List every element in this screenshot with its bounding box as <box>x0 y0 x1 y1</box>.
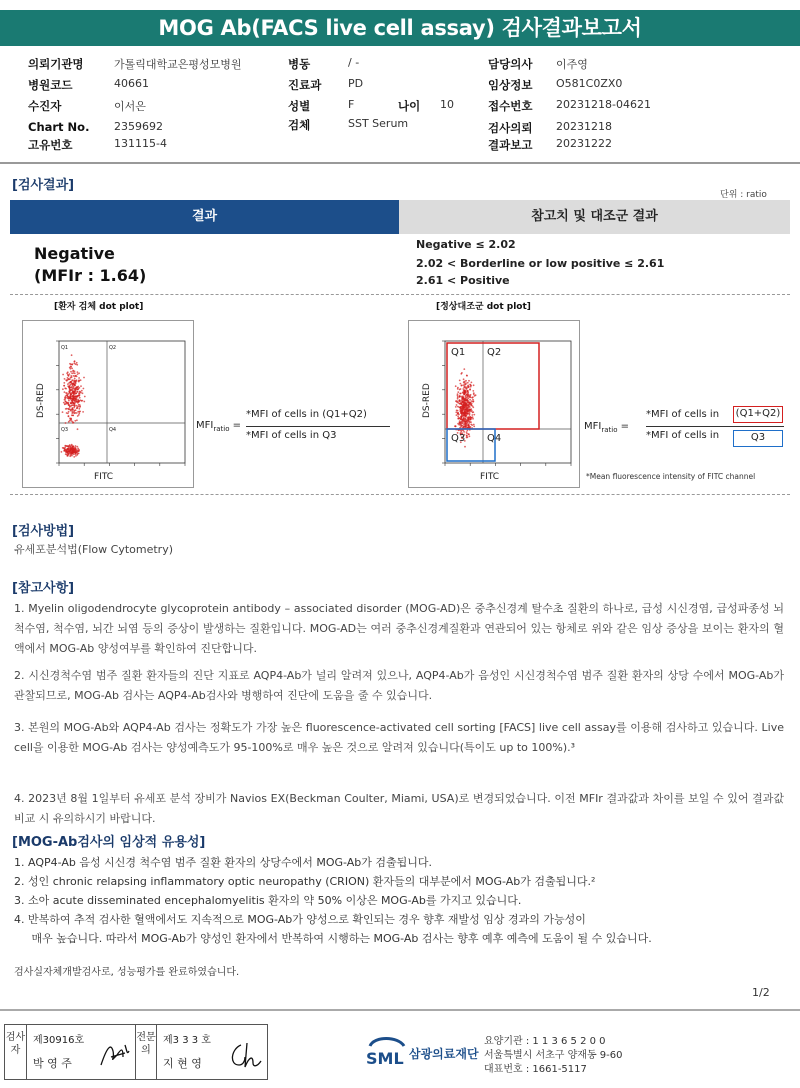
info-value: 20231218 <box>556 120 612 133</box>
info-value: 20231222 <box>556 137 612 150</box>
result-value: Negative <box>34 244 115 263</box>
info-label: 나이 <box>398 99 421 113</box>
info-value: 이서은 <box>114 100 146 113</box>
org-name: 삼광의료재단 <box>409 1047 479 1061</box>
dashed-divider <box>10 294 790 295</box>
mfi-footnote: *Mean fluorescence intensity of FITC channel <box>586 472 756 481</box>
quadrant-label: Q2 <box>487 347 502 358</box>
info-value: F <box>348 98 355 111</box>
tester-signature <box>97 1037 133 1071</box>
formula2-numerator: *MFI of cells in <box>646 409 720 420</box>
clinical-item: 4. 반복하여 추적 검사한 혈액에서도 지속적으로 MOG-Ab가 양성으로 확인되는 경우 향후 재발성 임상 경과의 가능성이 <box>14 913 586 926</box>
result-section-title: [검사결과] <box>12 178 75 193</box>
info-label: 고유번호 <box>28 138 73 152</box>
info-label: 병동 <box>288 57 311 71</box>
tester-no: 제30916호 <box>33 1035 85 1046</box>
method-text: 유세포분석법(Flow Cytometry) <box>14 543 174 556</box>
x-axis-label: FITC <box>94 472 114 482</box>
info-label: 결과보고 <box>488 138 533 152</box>
note-item: 4. 2023년 8월 1일부터 유세포 분석 장비가 Navios EX(Beckman Coulter, Miami, USA)로 변경되었습니다. 이전 MFIr 결과값과 차이를 보일 수 있어 결과값 비교 시 유의하시기 바랍니다. <box>14 792 784 825</box>
info-label: 병원코드 <box>28 78 73 92</box>
info-value: O581C0ZX0 <box>556 77 623 90</box>
quadrant-label: Q2 <box>109 345 117 351</box>
method-title: [검사방법] <box>12 524 75 539</box>
info-value: 40661 <box>114 77 149 90</box>
org-line: 대표번호 : 1661-5117 <box>484 1064 587 1075</box>
control-plot <box>408 320 580 488</box>
info-value: SST Serum <box>348 117 409 130</box>
clinical-title: [MOG-Ab검사의 임상적 유용성] <box>12 835 206 850</box>
mfi-label: MFI <box>196 420 214 431</box>
quadrant-label: Q4 <box>487 433 502 444</box>
footer-divider <box>0 1009 800 1011</box>
notes-title: [참고사항] <box>12 581 75 596</box>
confirm-no: 제3 3 3 호 <box>163 1035 211 1046</box>
patient-info <box>0 52 800 164</box>
clinical-item: 1. AQP4-Ab 음성 시신경 척수염 범주 질환 환자의 상당수에서 MOG-Ab가 검출됩니다. <box>14 856 432 869</box>
patient-plot-title: [환자 검체 dot plot] <box>54 302 144 312</box>
info-label: 의뢰기관명 <box>28 57 84 71</box>
mfi-ratio-label: $MFI_{ratio}$ = <box>196 420 242 433</box>
control-dot-plot <box>409 321 581 489</box>
info-value: 10 <box>440 98 454 111</box>
info-label: 검체 <box>288 118 311 132</box>
mfi-sub: ratio <box>601 426 618 434</box>
info-label: 진료과 <box>288 78 322 92</box>
page-number: 1/2 <box>752 986 770 999</box>
org-line: 서울특별시 서초구 양재동 9-60 <box>484 1050 623 1061</box>
quadrant-label: Q3 <box>451 433 466 444</box>
confirm-label: 전문의 <box>135 1025 157 1079</box>
control-plot-title: [정상대조군 dot plot] <box>436 302 531 312</box>
formula-numerator: *MFI of cells in (Q1+Q2) <box>246 409 367 420</box>
info-label: 검사의뢰 <box>488 121 533 135</box>
note-item: 3. 본원의 MOG-Ab와 AQP4-Ab 검사는 정확도가 가장 높은 fluorescence-activated cell sorting [FACS] live cell assay를 이용해 검사하고 있습니다. Live cell을 이용한 MOG-Ab 검사는 양성예측도가 95-100%로 매우 높은 것으로 알려져 있습니다(특이도 up to 100%).³ <box>14 721 784 754</box>
dot-cloud <box>61 354 86 458</box>
info-label: Chart No. <box>28 120 90 134</box>
sml-logo-icon <box>364 1032 410 1072</box>
clinical-item: 2. 성인 chronic relapsing inflammatory optic neuropathy (CRION) 환자들의 대부분에서 MOG-Ab가 검출됩니다.² <box>14 875 596 888</box>
formula2-bar <box>646 426 784 427</box>
reference-column-header: 참고치 및 대조군 결과 <box>399 200 790 234</box>
reference-line: 2.02 < Borderline or low positive ≤ 2.61 <box>416 257 665 270</box>
mfi-label: MFI <box>584 421 602 432</box>
info-label: 수진자 <box>28 99 62 113</box>
formula2-denominator: *MFI of cells in <box>646 430 720 441</box>
confirm-name: 지 현 영 <box>163 1057 202 1070</box>
unit-label: 단위 : ratio <box>720 190 767 200</box>
patient-dot-plot <box>23 321 195 489</box>
patient-plot <box>22 320 194 488</box>
info-value: 2359692 <box>114 120 163 133</box>
tester-name: 박 영 주 <box>33 1057 72 1070</box>
formula-denominator: *MFI of cells in Q3 <box>246 430 337 441</box>
info-label: 담당의사 <box>488 57 533 71</box>
q3-box: Q3 <box>733 430 783 447</box>
quadrant-label: Q1 <box>451 347 466 358</box>
result-column-header: 결과 <box>10 200 399 234</box>
reference-line: Negative ≤ 2.02 <box>416 238 516 251</box>
info-value: 가톨릭대학교은평성모병원 <box>114 58 242 71</box>
info-value: 131115-4 <box>114 137 167 150</box>
clinical-item: 매우 높습니다. 따라서 MOG-Ab가 양성인 환자에서 반복하여 시행하는 MOG-Ab 검사는 향후 예후 예측에 도움이 될 수 있습니다. <box>14 932 652 945</box>
info-label: 임상정보 <box>488 78 533 92</box>
note-item: 2. 시신경척수염 범주 질환 환자들의 진단 지표로 AQP4-Ab가 널리 알려져 있으나, AQP4-Ab가 음성인 시신경척수염 범주 질환 환자의 상당 수에서 MOG-Ab가 관찰되므로, MOG-Ab 검사는 AQP4-Ab검사와 병행하여 진단에 도움을 줄 수 있습니다. <box>14 669 784 702</box>
org-line: 요양기관 : 1 1 3 6 5 2 0 0 <box>484 1036 606 1047</box>
info-label: 성별 <box>288 99 311 113</box>
quadrant-label: Q1 <box>61 345 69 351</box>
info-value: 이주영 <box>556 58 588 71</box>
dashed-divider <box>10 494 790 495</box>
info-value: 20231218-04621 <box>556 98 651 111</box>
info-label: 접수번호 <box>488 99 533 113</box>
result-mfir: (MFIr : 1.64) <box>34 266 147 285</box>
y-axis-label: DS-RED <box>36 383 46 418</box>
closing-note: 검사실자체개발검사로, 성능평가를 완료하였습니다. <box>14 967 240 978</box>
x-axis-label: FITC <box>480 472 500 482</box>
quadrant-label: Q3 <box>61 427 69 433</box>
note-item: 1. Myelin oligodendrocyte glycoprotein antibody – associated disorder (MOG-AD)은 중추신경계 탈수초 질환의 하나로, 급성 시신경염, 급성파종성 뇌척수염, 척수염, 뇌간 뇌염 등의 증상이 발생하는 질환입니다. MOG-AD는 여러 중추신경계질환과 연관되어 있는 항체로 위와 같은 임상 증상을 보이는 환자의 혈액에서 MOG-Ab 양성여부를 확인하여 진단합니다. <box>14 602 784 655</box>
clinical-item: 3. 소아 acute disseminated encephalomyelitis 환자의 약 50% 이상은 MOG-Ab를 가지고 있습니다. <box>14 894 522 907</box>
tester-label: 검사자 <box>5 1025 27 1079</box>
reference-line: 2.61 < Positive <box>416 274 510 287</box>
mfi-sub: ratio <box>213 425 230 433</box>
y-axis-label: DS-RED <box>422 383 432 418</box>
confirm-signature <box>227 1039 265 1071</box>
q1q2-box: (Q1+Q2) <box>733 406 783 423</box>
info-value: / - <box>348 56 360 69</box>
info-value: PD <box>348 77 364 90</box>
mfi-ratio-label-2: $MFI_{ratio}$ = <box>584 421 630 434</box>
quadrant-label: Q4 <box>109 427 117 433</box>
formula-bar <box>246 426 390 427</box>
signature-box <box>4 1024 268 1080</box>
logo-text: SML <box>366 1049 404 1068</box>
divider <box>0 162 800 164</box>
report-title: MOG Ab(FACS live cell assay) 검사결과보고서 <box>0 10 800 46</box>
